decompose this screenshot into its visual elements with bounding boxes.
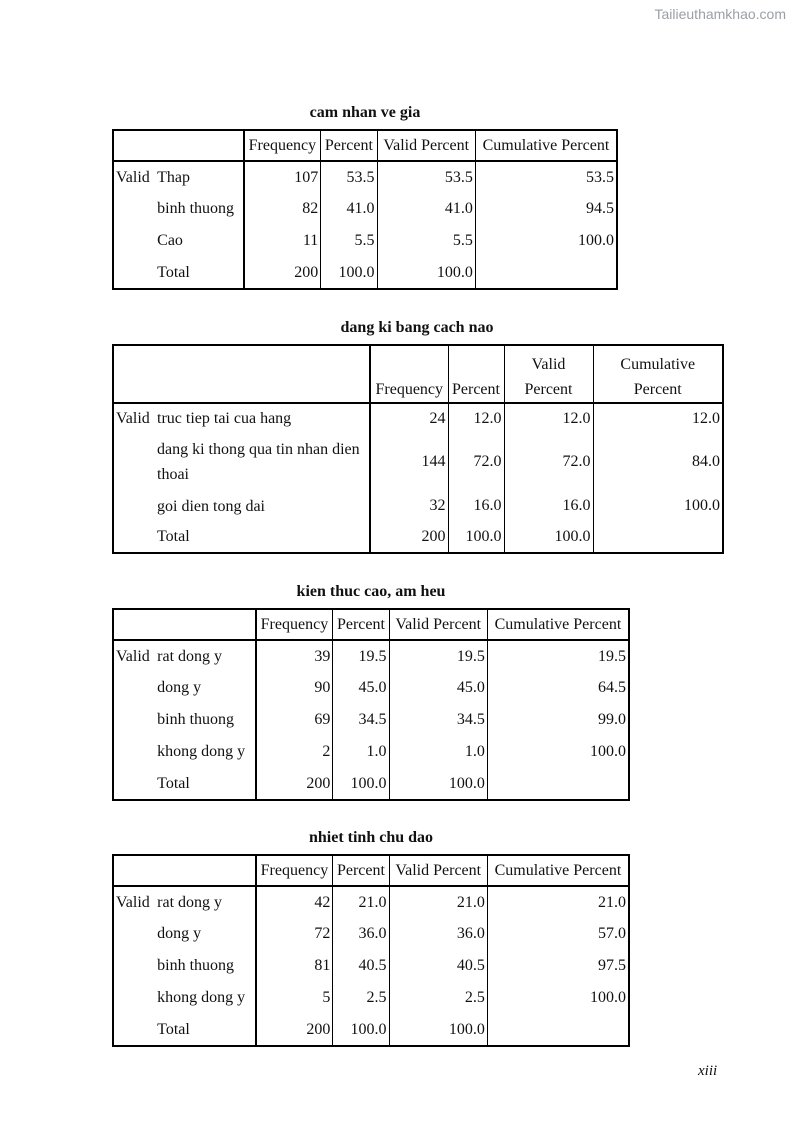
frequency-cell: 11 — [244, 225, 321, 257]
valid-percent-cell: 45.0 — [389, 672, 487, 704]
valid-percent-cell: 34.5 — [389, 704, 487, 736]
frequency-cell: 90 — [256, 672, 333, 704]
valid-label: Valid — [116, 647, 150, 665]
valid-percent-cell: 100.0 — [504, 521, 593, 553]
row-label: dang ki thong qua tin nhan dien thoai — [157, 441, 360, 483]
valid-percent-cell: 40.5 — [389, 950, 487, 982]
row-label: dong y — [157, 679, 202, 696]
row-label: truc tiep tai cua hang — [157, 410, 292, 427]
row-label: binh thuong — [157, 957, 235, 974]
col-header-percent: Percent — [333, 855, 389, 886]
table-title: dang ki bang cach nao — [340, 319, 494, 336]
table-row — [113, 950, 629, 982]
cumulative-percent-cell: 57.0 — [487, 918, 629, 950]
frequency-cell: 24 — [370, 403, 448, 433]
percent-cell: 100.0 — [321, 257, 377, 289]
row-label: khong dong y — [157, 743, 246, 760]
frequency-table — [112, 608, 630, 801]
table-row — [113, 982, 629, 1014]
table-row — [113, 672, 629, 704]
frequency-cell: 200 — [244, 257, 321, 289]
table-row — [113, 918, 629, 950]
frequency-cell: 200 — [256, 1014, 333, 1046]
row-label: Total — [157, 774, 190, 792]
valid-percent-cell: 12.0 — [504, 403, 593, 433]
row-label: Total — [157, 263, 190, 281]
percent-cell: 100.0 — [333, 1014, 389, 1046]
col-header-cumulative-percent: Cumulative Percent — [593, 345, 723, 403]
valid-percent-cell: 5.5 — [377, 225, 475, 257]
row-label: Total — [157, 1020, 190, 1038]
row-label: Total — [157, 528, 190, 545]
cumulative-percent-cell: 99.0 — [487, 704, 629, 736]
valid-percent-cell: 16.0 — [504, 491, 593, 521]
header-blank-cell — [113, 345, 370, 403]
table-header-row — [113, 855, 629, 886]
row-label: Thap — [157, 168, 191, 186]
frequency-cell: 69 — [256, 704, 333, 736]
row-label: rat dong y — [157, 647, 223, 665]
percent-cell: 40.5 — [333, 950, 389, 982]
table-row-total — [113, 768, 629, 800]
percent-cell: 34.5 — [333, 704, 389, 736]
frequency-cell: 200 — [256, 768, 333, 800]
header-blank-cell — [113, 609, 256, 640]
valid-percent-cell: 72.0 — [504, 433, 593, 491]
col-header-valid-percent: Valid Percent — [389, 855, 487, 886]
valid-percent-cell: 100.0 — [377, 257, 475, 289]
valid-percent-cell: 100.0 — [389, 1014, 487, 1046]
percent-cell: 1.0 — [333, 736, 389, 768]
col-header-valid-percent: Valid Percent — [377, 130, 475, 161]
percent-cell: 19.5 — [333, 640, 389, 672]
frequency-cell: 107 — [244, 161, 321, 193]
percent-cell: 45.0 — [333, 672, 389, 704]
cumulative-percent-cell: 100.0 — [593, 491, 723, 521]
percent-cell: 16.0 — [448, 491, 504, 521]
valid-label: Valid — [116, 893, 150, 911]
percent-cell: 100.0 — [448, 521, 504, 553]
table-block-price-perception — [112, 102, 618, 292]
page-number: xiii — [698, 1063, 718, 1079]
frequency-table — [112, 344, 724, 554]
frequency-cell: 42 — [256, 886, 333, 918]
cumulative-percent-cell — [593, 521, 723, 553]
row-label: rat dong y — [157, 893, 223, 911]
frequency-cell: 82 — [244, 193, 321, 225]
valid-percent-cell: 41.0 — [377, 193, 475, 225]
cumulative-percent-cell: 100.0 — [475, 225, 617, 257]
table-row — [113, 736, 629, 768]
row-label: dong y — [157, 925, 202, 942]
row-label: khong dong y — [157, 989, 246, 1006]
table-row — [113, 704, 629, 736]
percent-cell: 5.5 — [321, 225, 377, 257]
table-header-row — [113, 345, 723, 403]
row-label: binh thuong — [157, 200, 235, 217]
valid-percent-cell: 2.5 — [389, 982, 487, 1014]
percent-cell: 12.0 — [448, 403, 504, 433]
frequency-cell: 32 — [370, 491, 448, 521]
valid-percent-cell: 36.0 — [389, 918, 487, 950]
cumulative-percent-cell: 97.5 — [487, 950, 629, 982]
percent-cell: 72.0 — [448, 433, 504, 491]
table-row — [113, 161, 617, 193]
col-header-valid-percent: Valid Percent — [504, 345, 593, 403]
col-header-percent: Percent — [333, 609, 389, 640]
col-header-cumulative-percent: Cumulative Percent — [487, 609, 629, 640]
cumulative-percent-cell — [487, 1014, 629, 1046]
frequency-cell: 200 — [370, 521, 448, 553]
table-title: nhiet tinh chu dao — [308, 829, 434, 846]
valid-percent-cell: 19.5 — [389, 640, 487, 672]
cumulative-percent-cell: 19.5 — [487, 640, 629, 672]
col-header-frequency: Frequency — [256, 855, 333, 886]
row-label: binh thuong — [157, 711, 235, 728]
col-header-frequency: Frequency — [256, 609, 333, 640]
frequency-table — [112, 129, 618, 290]
cumulative-percent-cell — [475, 257, 617, 289]
table-title: kien thuc cao, am heu — [296, 583, 446, 600]
frequency-table — [112, 854, 630, 1047]
cumulative-percent-cell: 84.0 — [593, 433, 723, 491]
table-block-enthusiasm — [112, 827, 630, 1048]
frequency-cell: 72 — [256, 918, 333, 950]
table-row — [113, 640, 629, 672]
valid-percent-cell: 1.0 — [389, 736, 487, 768]
cumulative-percent-cell: 100.0 — [487, 736, 629, 768]
percent-cell: 41.0 — [321, 193, 377, 225]
table-block-knowledge — [112, 581, 630, 802]
row-label: Cao — [157, 232, 183, 249]
table-row — [113, 193, 617, 225]
cumulative-percent-cell: 64.5 — [487, 672, 629, 704]
cumulative-percent-cell — [487, 768, 629, 800]
cumulative-percent-cell: 100.0 — [487, 982, 629, 1014]
header-blank-cell — [113, 855, 256, 886]
frequency-cell: 144 — [370, 433, 448, 491]
table-title: cam nhan ve gia — [309, 104, 421, 121]
col-header-frequency: Frequency — [244, 130, 321, 161]
valid-percent-cell: 100.0 — [389, 768, 487, 800]
col-header-cumulative-percent: Cumulative Percent — [487, 855, 629, 886]
percent-cell: 2.5 — [333, 982, 389, 1014]
valid-label: Valid — [116, 168, 150, 186]
watermark: Tailieuthamkhao.com — [654, 6, 786, 22]
percent-cell: 36.0 — [333, 918, 389, 950]
frequency-cell: 2 — [256, 736, 333, 768]
frequency-cell: 5 — [256, 982, 333, 1014]
col-header-cumulative-percent: Cumulative Percent — [475, 130, 617, 161]
valid-percent-cell: 53.5 — [377, 161, 475, 193]
table-header-row — [113, 609, 629, 640]
col-header-percent: Percent — [448, 345, 504, 403]
header-blank-cell — [113, 130, 244, 161]
table-row-total — [113, 257, 617, 289]
table-block-registration-method — [112, 317, 722, 555]
valid-label: Valid — [116, 409, 150, 427]
row-label: goi dien tong dai — [157, 497, 265, 515]
table-row — [113, 403, 723, 433]
valid-percent-cell: 21.0 — [389, 886, 487, 918]
table-row — [113, 433, 723, 491]
col-header-percent: Percent — [321, 130, 377, 161]
col-header-frequency: Frequency — [370, 345, 448, 403]
table-header-row — [113, 130, 617, 161]
percent-cell: 53.5 — [321, 161, 377, 193]
table-row — [113, 491, 723, 521]
table-row — [113, 225, 617, 257]
table-row-total — [113, 521, 723, 553]
cumulative-percent-cell: 12.0 — [593, 403, 723, 433]
col-header-valid-percent: Valid Percent — [389, 609, 487, 640]
frequency-cell: 39 — [256, 640, 333, 672]
cumulative-percent-cell: 21.0 — [487, 886, 629, 918]
cumulative-percent-cell: 53.5 — [475, 161, 617, 193]
cumulative-percent-cell: 94.5 — [475, 193, 617, 225]
percent-cell: 100.0 — [333, 768, 389, 800]
table-row — [113, 886, 629, 918]
frequency-cell: 81 — [256, 950, 333, 982]
percent-cell: 21.0 — [333, 886, 389, 918]
table-row-total — [113, 1014, 629, 1046]
